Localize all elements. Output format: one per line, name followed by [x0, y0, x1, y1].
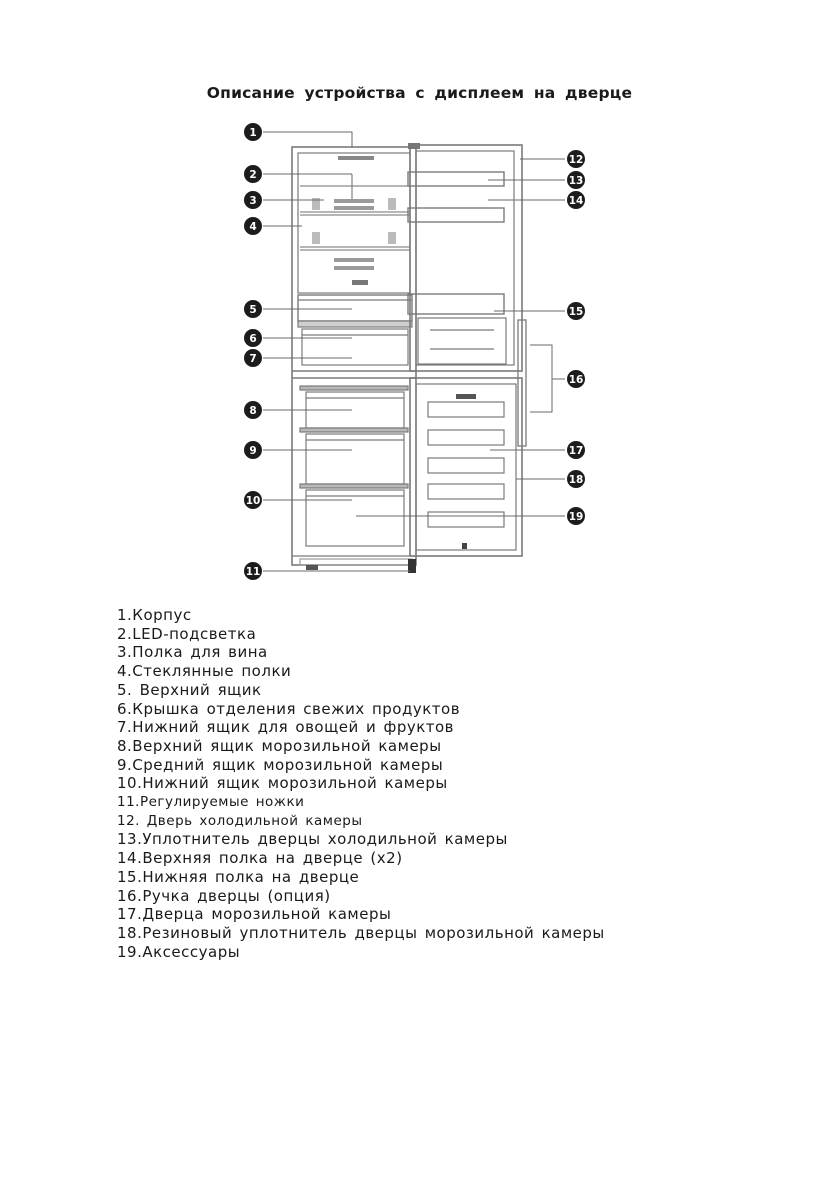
callout-2: [244, 165, 262, 183]
svg-text:15: 15: [568, 306, 584, 318]
wine-shelf-and-glass-shelves: [300, 186, 410, 285]
callout-13: [567, 171, 585, 189]
legend-item: 8.Верхний ящик морозильной камеры: [117, 736, 442, 755]
callout-9: [244, 441, 262, 459]
callout-19: [567, 507, 585, 525]
legend-item: 7.Нижний ящик для овощей и фруктов: [117, 718, 455, 737]
svg-text:2: 2: [249, 169, 257, 181]
svg-text:16: 16: [568, 374, 584, 386]
svg-text:12: 12: [568, 154, 584, 166]
legend-item: 3.Полка для вина: [117, 643, 268, 662]
legend-item: 10.Нижний ящик морозильной камеры: [117, 774, 448, 793]
callout-7: [244, 349, 262, 367]
svg-text:17: 17: [568, 445, 584, 457]
legend-item: 14.Верхняя полка на дверце (x2): [117, 849, 403, 868]
legend-item: 6.Крышка отделения свежих продуктов: [117, 699, 461, 718]
callout-12: [567, 150, 585, 168]
svg-text:8: 8: [249, 405, 257, 417]
legend-item: 16.Ручка дверцы (опция): [117, 886, 331, 905]
callout-8: [244, 401, 262, 419]
legend-item: 18.Резиновый уплотнитель дверцы морозильной камеры: [117, 923, 605, 942]
freezer-door: [410, 378, 522, 556]
svg-text:7: 7: [249, 353, 257, 365]
callout-16: [567, 370, 585, 388]
fridge-door: [408, 143, 522, 371]
legend-item: 13.Уплотнитель дверцы холодильной камеры: [117, 830, 508, 849]
legend-item: 2.LED-подсветка: [117, 624, 257, 643]
svg-text:9: 9: [249, 445, 257, 457]
legend-item: 4.Стеклянные полки: [117, 662, 292, 681]
legend-item: 12. Дверь холодильной камеры: [117, 812, 363, 829]
led-light: [338, 156, 374, 160]
svg-text:18: 18: [568, 474, 584, 486]
svg-text:4: 4: [249, 221, 257, 233]
svg-text:1: 1: [249, 127, 257, 139]
callout-17: [567, 441, 585, 459]
callout-4: [244, 217, 262, 235]
svg-text:11: 11: [245, 566, 261, 578]
callout-18: [567, 470, 585, 488]
svg-text:10: 10: [245, 495, 261, 507]
legend-item: 15.Нижняя полка на дверце: [117, 867, 360, 886]
legend-item: 19.Аксессуары: [117, 942, 241, 961]
legend-item: 9.Средний ящик морозильной камеры: [117, 755, 444, 774]
callout-3: [244, 191, 262, 209]
parts-legend: [117, 606, 605, 961]
callout-11: [244, 562, 262, 580]
callout-5: [244, 300, 262, 318]
svg-text:3: 3: [249, 195, 257, 207]
svg-text:13: 13: [568, 175, 584, 187]
callout-6: [244, 329, 262, 347]
svg-text:5: 5: [249, 304, 257, 316]
callout-15: [567, 302, 585, 320]
legend-item: 11.Регулируемые ножки: [117, 794, 305, 811]
legend-item: 1.Корпус: [117, 606, 192, 624]
page-title: Описание устройства с дисплеем на дверце: [206, 84, 633, 102]
callout-10: [244, 491, 262, 509]
legend-item: 17.Дверца морозильной камеры: [117, 905, 392, 924]
upper-drawer: [298, 295, 412, 321]
legend-item: 5. Верхний ящик: [117, 680, 262, 699]
svg-text:14: 14: [568, 195, 584, 207]
svg-text:6: 6: [249, 333, 257, 345]
door-shelves: [408, 172, 506, 364]
callout-1: [244, 123, 262, 141]
callout-14: [567, 191, 585, 209]
svg-text:19: 19: [568, 511, 584, 523]
